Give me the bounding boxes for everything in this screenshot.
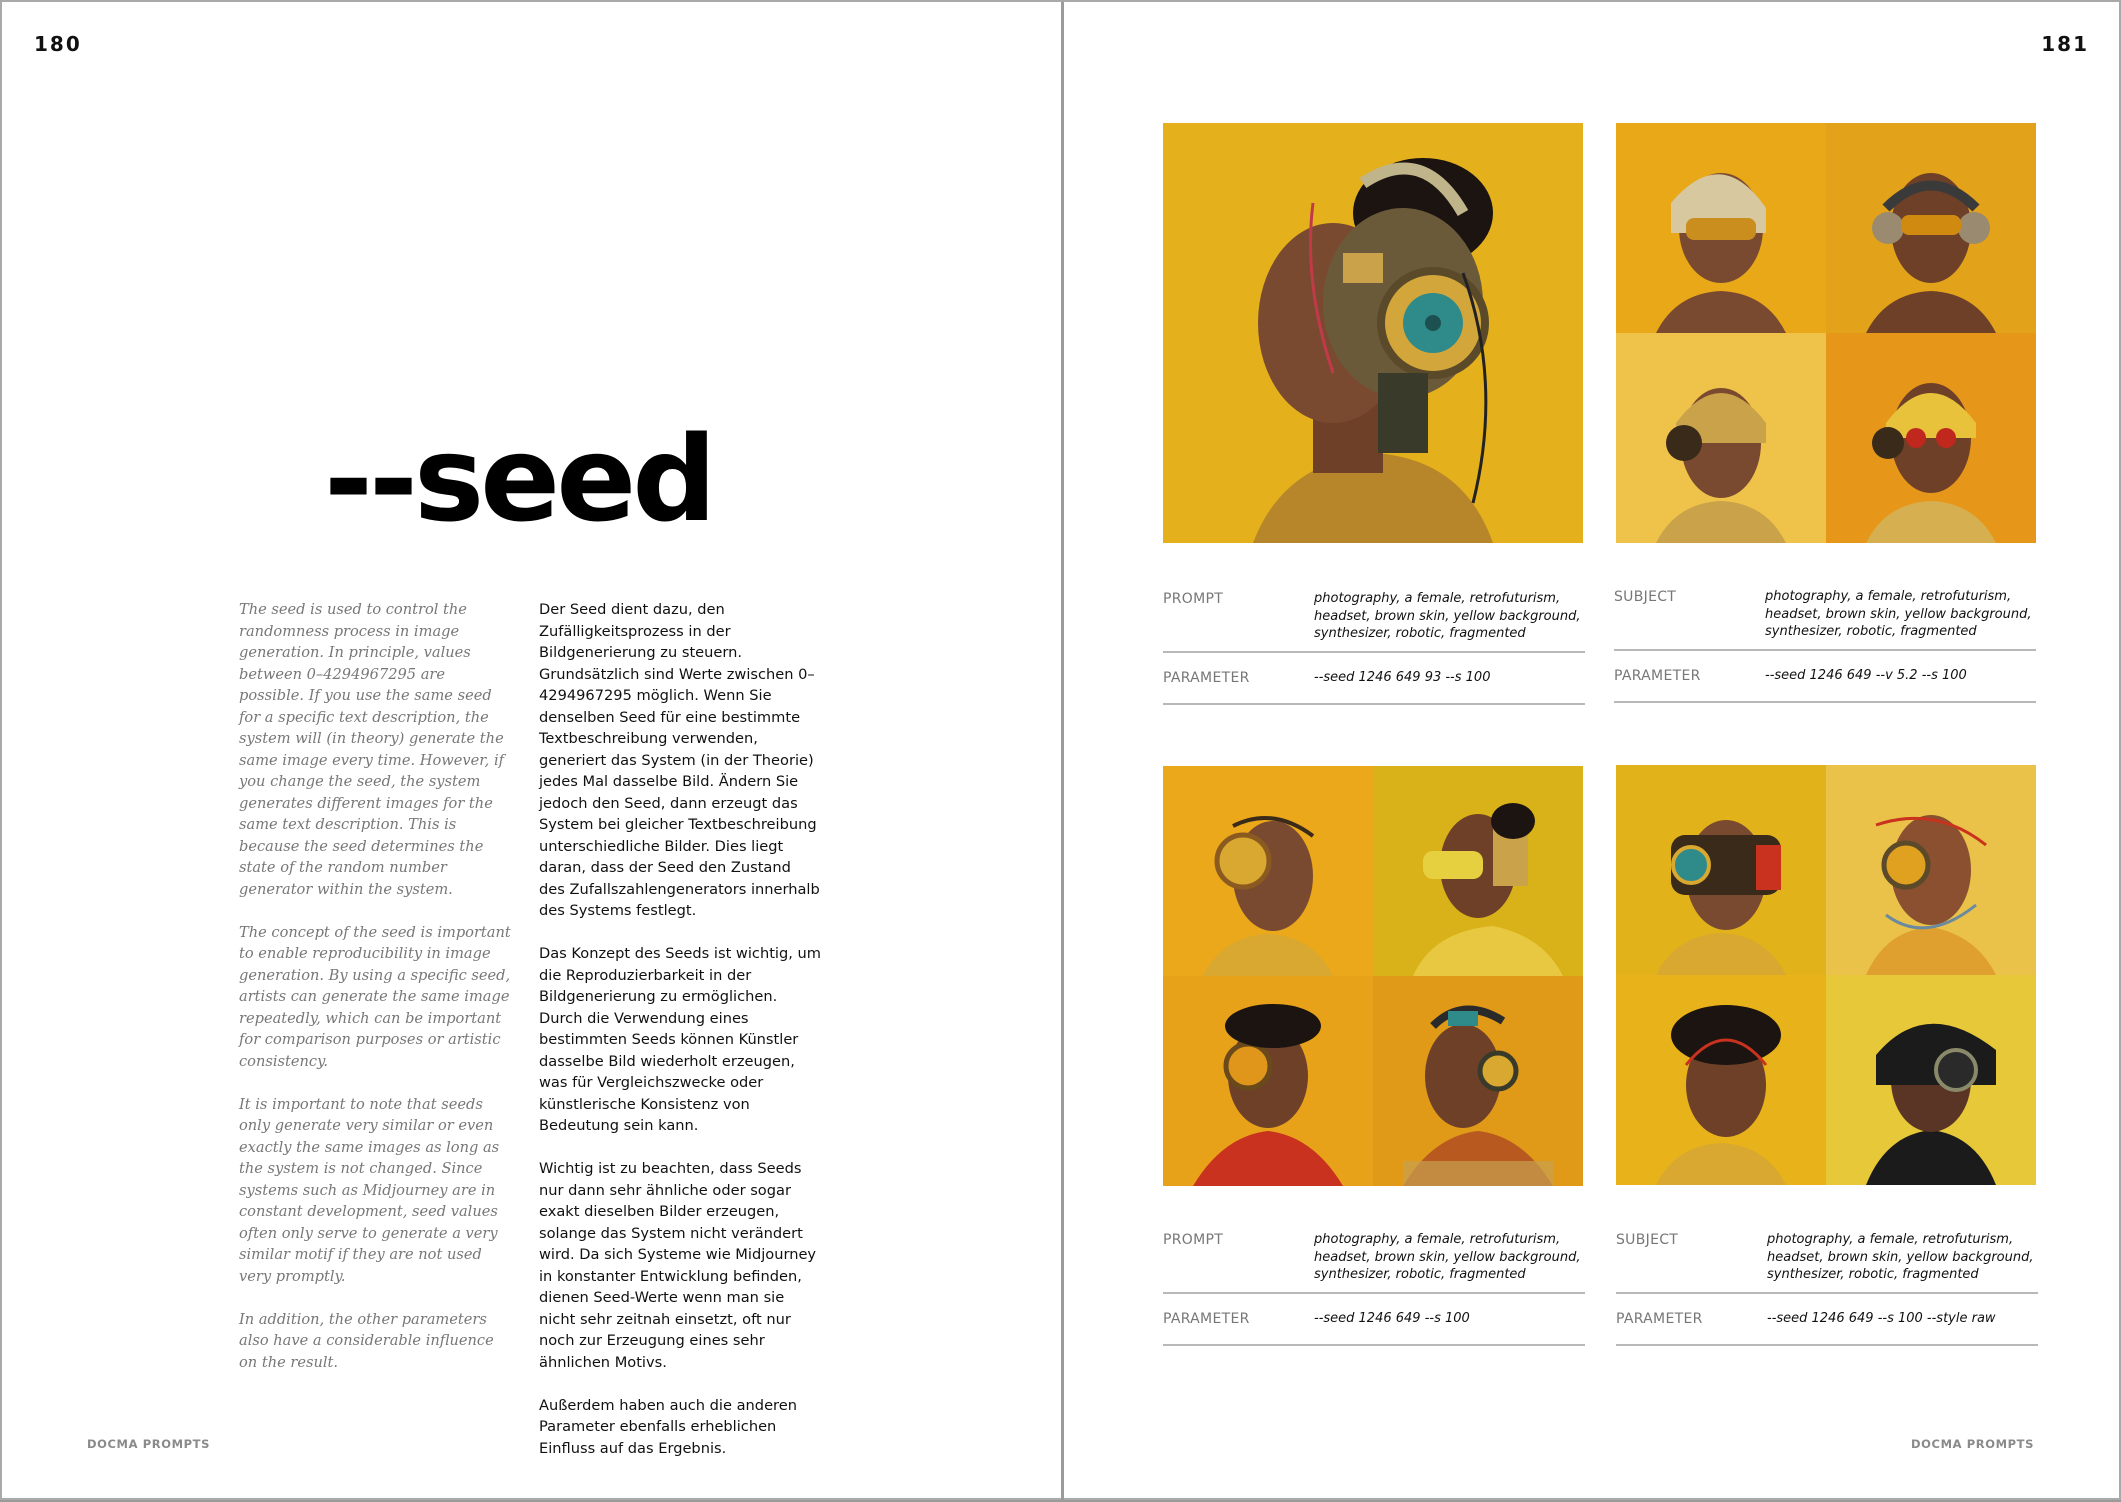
portrait-image-single — [1163, 123, 1583, 543]
meta-value: photography, a female, retrofuturism, headset, brown skin, yellow background, synthesizer, robotic, fragmented — [1765, 589, 2032, 639]
german-text-column — [539, 599, 821, 1481]
meta-row-parameter — [1163, 653, 1585, 705]
meta-label: SUBJECT — [1616, 1232, 1679, 1248]
meta-row-parameter — [1616, 1294, 2038, 1346]
meta-row-subject — [1614, 580, 2036, 651]
footer-brand-left: DOCMA PROMPTS — [87, 1437, 210, 1451]
german-paragraph: Wichtig ist zu beachten, dass Seeds nur dann sehr ähnliche oder sogar exakt dieselben Bilder erzeugen, solange das System nicht verändert wird. Da sich Systeme wie Midjourney in konstanter Entwicklung befinden, dienen Seed-Werte wenn man sie nicht sehr zeitnah einsetzt, oft nur noch zur Erzeugung eines sehr ähnlichen Motivs. — [539, 1160, 817, 1371]
english-text-column — [239, 599, 511, 1395]
english-paragraph: In addition, the other parameters also have a considerable influence on the result. — [239, 1310, 494, 1371]
portrait-image-grid-3 — [1616, 765, 2036, 1185]
meta-row-parameter — [1163, 1294, 1585, 1346]
meta-label: PARAMETER — [1614, 668, 1701, 684]
meta-row-prompt — [1163, 1223, 1585, 1294]
image-meta-block — [1614, 580, 2036, 703]
english-paragraph: The concept of the seed is important to enable reproducibility in image generation. By using a specific seed, artists can generate the same image repeatedly, which can be important for comparison purposes or artistic consistency. — [239, 923, 511, 1070]
english-paragraph: The seed is used to control the randomness process in image generation. In principle, values between 0–4294967295 are possible. If you use the same seed for a specific text description, the system will (in theory) generate the same image every time. However, if you change the seed, the system generates different images for the same text description. This is because the seed determines the state of the random number generator within the system. — [239, 601, 505, 898]
meta-label: PARAMETER — [1163, 670, 1250, 686]
portrait-image-grid-2 — [1163, 766, 1583, 1186]
meta-value: --seed 1246 649 --s 100 --style raw — [1767, 1311, 1996, 1327]
meta-label: PROMPT — [1163, 591, 1224, 607]
meta-value: photography, a female, retrofuturism, headset, brown skin, yellow background, synthesizer, robotic, fragmented — [1314, 1232, 1581, 1282]
footer-brand-right: DOCMA PROMPTS — [1911, 1437, 2034, 1451]
english-paragraph: It is important to note that seeds only generate very similar or even exactly the same images as long as the system is not changed. Since systems such as Midjourney are in constant development, seed values often only serve to generate a very similar motif if they are not used very promptly. — [239, 1095, 500, 1285]
meta-value: --seed 1246 649 --v 5.2 --s 100 — [1765, 668, 1967, 684]
image-meta-block — [1616, 1223, 2038, 1346]
page-gutter — [1061, 2, 1064, 1502]
meta-row-parameter — [1614, 651, 2036, 703]
meta-value: --seed 1246 649 --s 100 — [1314, 1311, 1470, 1327]
meta-label: PROMPT — [1163, 1232, 1224, 1248]
meta-value: photography, a female, retrofuturism, headset, brown skin, yellow background, synthesizer, robotic, fragmented — [1767, 1232, 2034, 1282]
image-meta-block — [1163, 582, 1585, 705]
meta-label: PARAMETER — [1163, 1311, 1250, 1327]
german-paragraph: Der Seed dient dazu, den Zufälligkeitsprozess in der Bildgenerierung zu steuern. Grundsätzlich sind Werte zwischen 0–4294967295 möglich. Wenn Sie denselben Seed für eine bestimmte Textbeschreibung verwenden, generiert das System (in der Theorie) jedes Mal dasselbe Bild. Ändern Sie jedoch den Seed, dann erzeugt das System bei gleicher Textbeschreibung unterschiedliche Bilder. Dies liegt daran, dass der Seed den Zustand des Zufallszahlengenerators innerhalb des Systems festlegt. — [539, 601, 820, 919]
meta-label: SUBJECT — [1614, 589, 1677, 605]
meta-value: photography, a female, retrofuturism, headset, brown skin, yellow background, synthesizer, robotic, fragmented — [1314, 591, 1581, 641]
page-heading: --seed — [324, 410, 713, 548]
german-paragraph: Das Konzept des Seeds ist wichtig, um die Reproduzierbarkeit in der Bildgenerierung zu ermöglichen. Durch die Verwendung eines bestimmten Seeds können Künstler dasselbe Bild wiederholt erzeugen, was für Vergleichszwecke oder künstlerische Konsistenz von Bedeutung sein kann. — [539, 945, 821, 1134]
portrait-image-grid-1 — [1616, 123, 2036, 543]
german-paragraph: Außerdem haben auch die anderen Parameter ebenfalls erheblichen Einfluss auf das Ergebnis. — [539, 1396, 797, 1457]
meta-row-subject — [1616, 1223, 2038, 1294]
image-meta-block — [1163, 1223, 1585, 1346]
meta-value: --seed 1246 649 93 --s 100 — [1314, 670, 1491, 686]
page-number-right: 181 — [2041, 32, 2089, 56]
meta-row-prompt — [1163, 582, 1585, 653]
meta-label: PARAMETER — [1616, 1311, 1703, 1327]
page-number-left: 180 — [34, 32, 82, 56]
